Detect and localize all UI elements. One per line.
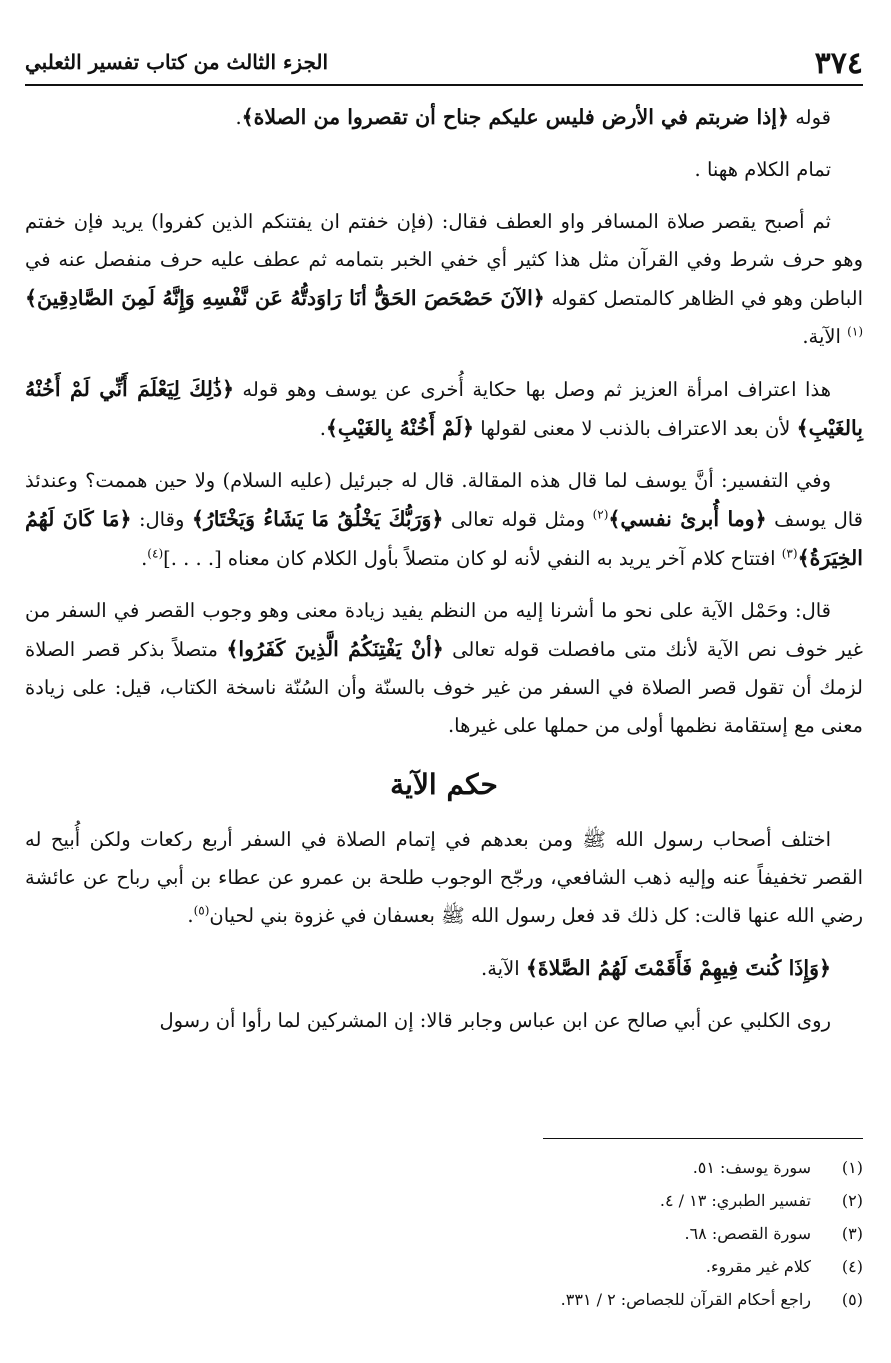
quran-verse: ﴿إذا ضربتم في الأرض فليس عليكم جناح أن تقصروا من الصلاة﴾ xyxy=(241,105,789,129)
paragraph-3 xyxy=(25,203,863,356)
section-heading: حكم الآية xyxy=(390,768,498,801)
quran-verse: ﴿وَرَبُّكَ يَخْلُقُ مَا يَشَاءُ وَيَخْتَارُ﴾ xyxy=(191,507,444,531)
footnote-item xyxy=(25,1151,863,1184)
footnote-number: (٤) xyxy=(841,1257,863,1276)
footnote-text: تفسير الطبري: ١٣ / ٤. xyxy=(659,1191,811,1210)
paragraph-1 xyxy=(25,98,863,137)
text-span: ومثل قوله تعالى xyxy=(443,508,593,531)
main-text xyxy=(25,98,863,1054)
quran-verse: ﴿الآنَ حَصْحَصَ الحَقُّ أنَا رَاوَدتُّهُ عَن نَّفْسِهِ وَإِنَّهُ لَمِنَ الصَّادِقِينَ﴾ xyxy=(25,286,545,310)
footnote-ref-4[interactable]: (٤) xyxy=(147,546,164,561)
text-span: . xyxy=(235,106,242,129)
text-span: اختلف أصحاب رسول الله ﷺ ومن بعدهم في إتمام الصلاة في السفر أربع ركعات ولكن أُبيح له القصر تخفيفاً عنه وإليه ذهب الشافعي، ورجّح الوجوب طلحة بن عمرو عن عطاء بن أبي رباح عن عائشة رضي الله عنها قالت: كل ذلك قد فعل رسول الله ﷺ بعسفان في غزوة بني لحيان xyxy=(25,828,863,927)
footnotes xyxy=(25,1138,863,1316)
quran-verse: ﴿وما أُبرئ نفسي﴾ xyxy=(608,507,767,531)
text-span: قال: وحَمْل الآية على نحو ما أشرنا إليه من النظم يفيد زيادة معنى وهو وجوب القصر في السفر من غير خوف نص الآية لأنك متى مافصلت قوله تعالى xyxy=(25,599,863,661)
footnote-number: (٣) xyxy=(841,1224,863,1243)
text-span: ثم أصبح يقصر صلاة المسافر واو العطف فقال: (فإن خفتم ان يفتنكم الذين كفروا) يريد فإن خفتم وهو حرف شرط وفي القرآن مثل هذا كثير أي خفي الخبر بتمامه ثم عطف عليه حرف منفصل عنه في الباطن وهو في الظاهر كالمتصل كقوله xyxy=(25,210,863,310)
text-span: وقال: xyxy=(131,508,192,531)
footnote-ref-5[interactable]: (٥) xyxy=(193,903,210,918)
text-span: وفي التفسير: أنَّ يوسف لما قال هذه المقالة. قال له جبرئيل (عليه السلام) ولا حين هممت؟ وعندئذ قال يوسف xyxy=(25,469,863,531)
footnote-ref-2[interactable]: (٢) xyxy=(592,507,609,522)
quran-verse: ﴿وَإِذَا كُنتَ فِيهِمْ فَأَقَمْتَ لَهُمُ الصَّلاةَ﴾ xyxy=(525,956,831,980)
footnote-text: راجع أحكام القرآن للجصاص: ٢ / ٣٣١. xyxy=(560,1290,811,1309)
text-span: قوله xyxy=(789,106,831,129)
text-span: الآية. xyxy=(481,957,526,980)
page-number: ٣٧٤ xyxy=(814,46,863,81)
footnote-ref-1[interactable]: (١) xyxy=(847,324,863,339)
text-span: افتتاح كلام آخر يريد به النفي لأنه لو كان متصلاً بأول الكلام كان معناه [. . . .] xyxy=(163,547,782,570)
footnote-item xyxy=(25,1184,863,1217)
paragraph-4 xyxy=(25,370,863,448)
text-span: الآية. xyxy=(802,325,848,348)
footnote-item xyxy=(25,1250,863,1283)
footnote-item xyxy=(25,1217,863,1250)
footnote-item xyxy=(25,1283,863,1316)
paragraph-7 xyxy=(25,821,863,935)
quran-verse: ﴿مَا كَانَ لَهُمُ الخِيَرَةُ﴾ xyxy=(25,507,863,570)
text-span: هذا اعتراف امرأة العزيز ثم وصل بها حكاية أُخرى عن يوسف وهو قوله xyxy=(233,378,831,401)
footnote-number: (٥) xyxy=(841,1290,863,1309)
footnote-number: (٢) xyxy=(841,1191,863,1210)
quran-verse: ﴿ذَٰلِكَ لِيَعْلَمَ أَنِّي لَمْ أَخُنْهُ بِالغَيْبِ﴾ xyxy=(25,377,863,440)
footnote-text: كلام غير مقروء. xyxy=(705,1257,811,1276)
text-span: . xyxy=(319,417,326,440)
quran-verse: ﴿لَمْ أَخُنْهُ بِالغَيْبِ﴾ xyxy=(325,416,475,440)
quran-verse: ﴿أنْ يَفْتِنَكُمُ الَّذِينَ كَفَرُوا﴾ xyxy=(226,637,444,661)
footnote-number: (١) xyxy=(841,1158,863,1177)
paragraph-8 xyxy=(25,949,863,988)
running-title: الجزء الثالث من كتاب تفسير الثعلبي xyxy=(25,50,328,74)
text-span: لأن بعد الاعتراف بالذنب لا معنى لقولها xyxy=(474,417,797,440)
running-header xyxy=(25,42,863,86)
paragraph-2: تمام الكلام ههنا . xyxy=(694,158,831,181)
footnote-ref-3[interactable]: (٣) xyxy=(781,546,798,561)
paragraph-5 xyxy=(25,462,863,578)
text-span: متصلاً بذكر قصر الصلاة لزمك أن تقول قصر الصلاة في السفر من غير خوف بالسنّة وأن السُنّة ناسخة الكتاب، قيل: على زيادة معنى مع إستقامة نظمها أولى من حملها على غيرها. xyxy=(25,638,863,737)
text-span: . xyxy=(141,547,148,570)
paragraph-9: روى الكلبي عن أبي صالح عن ابن عباس وجابر قالا: إن المشركين لما رأوا أن رسول xyxy=(159,1009,831,1032)
footnote-text: سورة القصص: ٦٨. xyxy=(684,1224,811,1243)
footnote-text: سورة يوسف: ٥١. xyxy=(692,1158,811,1177)
text-span: . xyxy=(187,904,194,927)
footnote-divider xyxy=(543,1138,863,1139)
paragraph-6 xyxy=(25,592,863,745)
